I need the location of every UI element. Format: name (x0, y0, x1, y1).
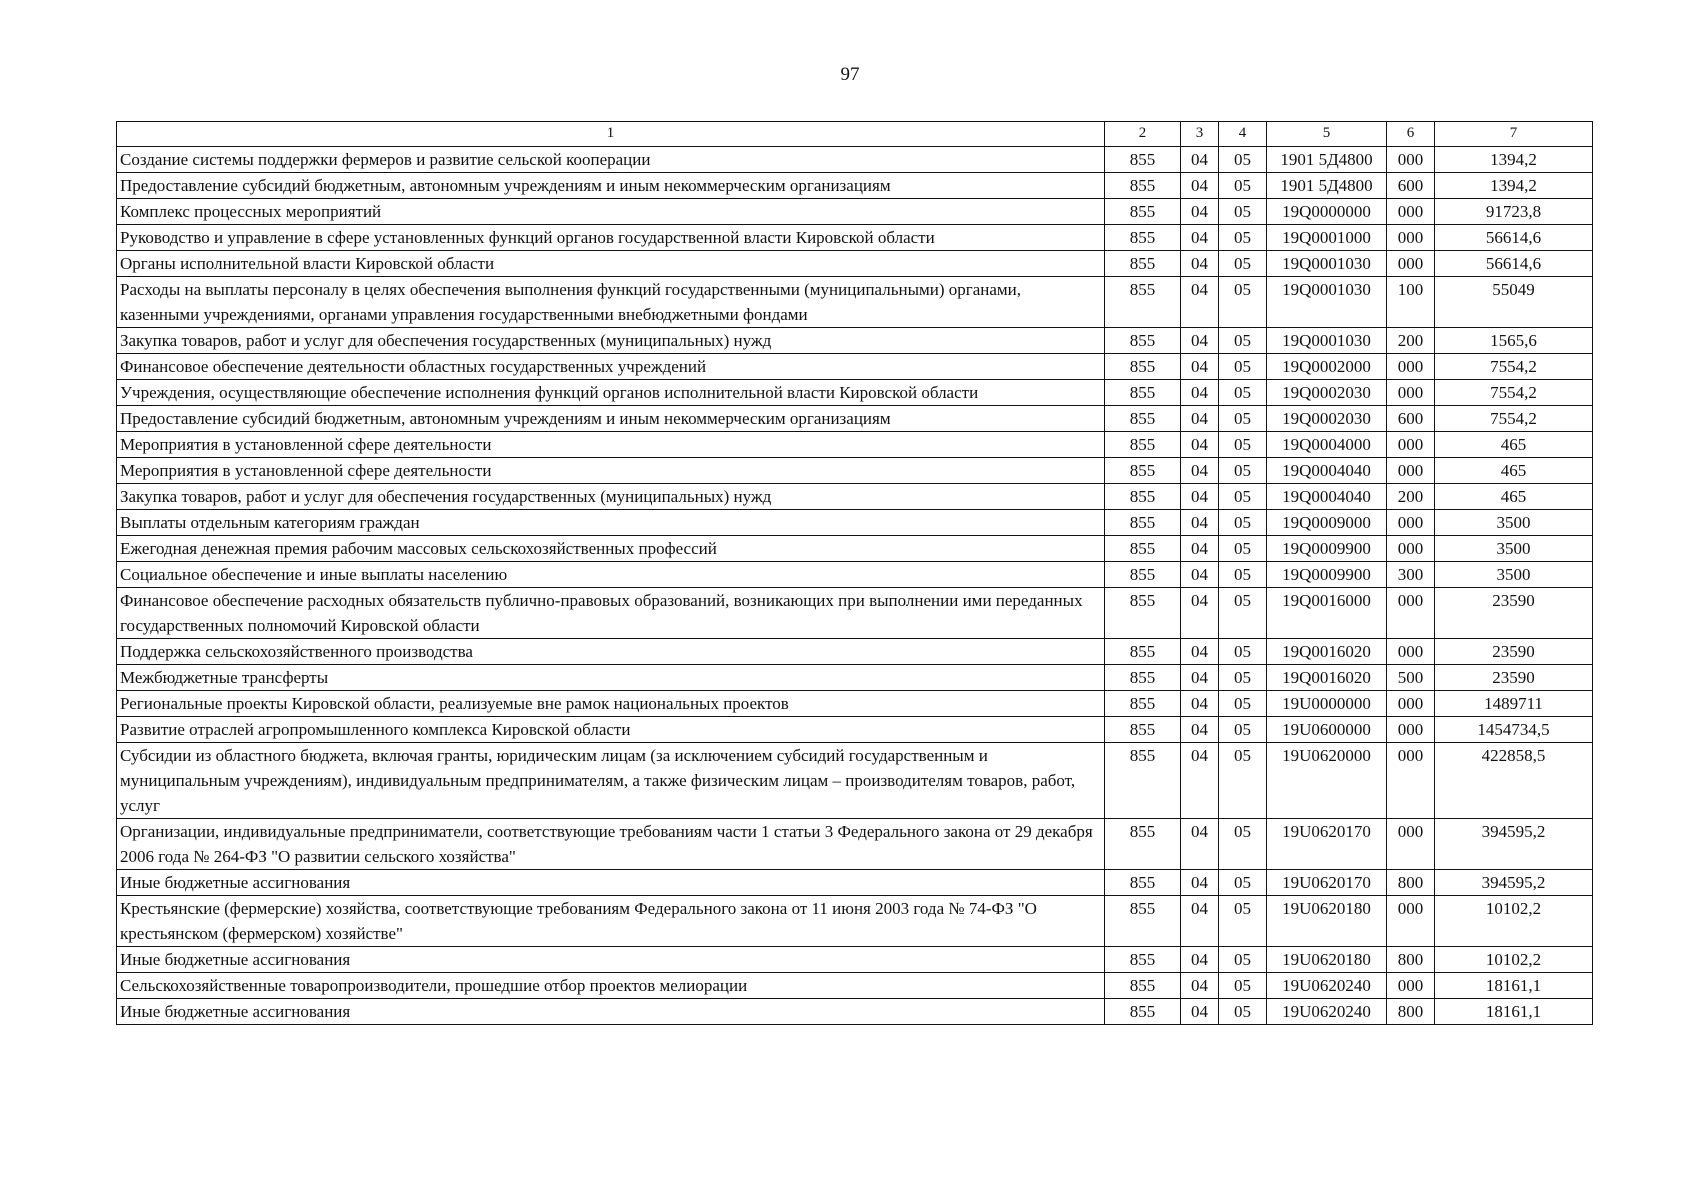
row-name-cell: Иные бюджетные ассигнования (117, 999, 1105, 1025)
row-ministry-code-cell: 855 (1105, 251, 1181, 277)
table-row (117, 510, 1593, 536)
row-section-code-cell: 04 (1181, 406, 1219, 432)
row-amount-cell: 7554,2 (1435, 354, 1593, 380)
row-subsection-code-cell: 05 (1219, 458, 1267, 484)
row-amount-cell: 1394,2 (1435, 173, 1593, 199)
table-row (117, 717, 1593, 743)
row-amount-cell: 465 (1435, 484, 1593, 510)
row-expense-type-cell: 000 (1387, 743, 1435, 819)
row-section-code-cell: 04 (1181, 973, 1219, 999)
table-header-row (117, 122, 1593, 147)
row-ministry-code-cell: 855 (1105, 588, 1181, 639)
row-ministry-code-cell: 855 (1105, 225, 1181, 251)
row-ministry-code-cell: 855 (1105, 819, 1181, 870)
row-subsection-code-cell: 05 (1219, 406, 1267, 432)
row-name-cell: Субсидии из областного бюджета, включая гранты, юридическим лицам (за исключением субсидий государственным и муниципальным учреждениям), индивидуальным предпринимателям, а также физическим лицам – производителям товаров, работ, услуг (117, 743, 1105, 819)
table-row (117, 277, 1593, 328)
table-row (117, 251, 1593, 277)
row-ministry-code-cell: 855 (1105, 484, 1181, 510)
row-subsection-code-cell: 05 (1219, 717, 1267, 743)
row-section-code-cell: 04 (1181, 896, 1219, 947)
column-header-1: 1 (117, 122, 1105, 147)
row-subsection-code-cell: 05 (1219, 588, 1267, 639)
row-name-cell: Выплаты отдельным категориям граждан (117, 510, 1105, 536)
row-amount-cell: 394595,2 (1435, 819, 1593, 870)
budget-table (116, 121, 1593, 1025)
row-ministry-code-cell: 855 (1105, 947, 1181, 973)
row-ministry-code-cell: 855 (1105, 691, 1181, 717)
row-amount-cell: 18161,1 (1435, 973, 1593, 999)
table-row (117, 973, 1593, 999)
row-section-code-cell: 04 (1181, 717, 1219, 743)
row-ministry-code-cell: 855 (1105, 665, 1181, 691)
table-row (117, 691, 1593, 717)
row-ministry-code-cell: 855 (1105, 328, 1181, 354)
column-header-2: 2 (1105, 122, 1181, 147)
row-amount-cell: 23590 (1435, 665, 1593, 691)
row-target-article-cell: 19U0620180 (1267, 896, 1387, 947)
row-section-code-cell: 04 (1181, 819, 1219, 870)
row-section-code-cell: 04 (1181, 354, 1219, 380)
column-header-4: 4 (1219, 122, 1267, 147)
row-section-code-cell: 04 (1181, 743, 1219, 819)
row-expense-type-cell: 100 (1387, 277, 1435, 328)
row-section-code-cell: 04 (1181, 588, 1219, 639)
row-target-article-cell: 19Q0001030 (1267, 251, 1387, 277)
row-expense-type-cell: 200 (1387, 484, 1435, 510)
row-subsection-code-cell: 05 (1219, 199, 1267, 225)
row-ministry-code-cell: 855 (1105, 173, 1181, 199)
row-expense-type-cell: 000 (1387, 432, 1435, 458)
row-name-cell: Иные бюджетные ассигнования (117, 947, 1105, 973)
row-ministry-code-cell: 855 (1105, 536, 1181, 562)
row-expense-type-cell: 000 (1387, 717, 1435, 743)
row-ministry-code-cell: 855 (1105, 896, 1181, 947)
row-name-cell: Организации, индивидуальные предприниматели, соответствующие требованиям части 1 статьи 3 Федерального закона от 29 декабря 2006 года № 264-ФЗ "О развитии сельского хозяйства" (117, 819, 1105, 870)
row-ministry-code-cell: 855 (1105, 199, 1181, 225)
table-row (117, 999, 1593, 1025)
table-row (117, 458, 1593, 484)
row-amount-cell: 23590 (1435, 639, 1593, 665)
row-target-article-cell: 19Q0000000 (1267, 199, 1387, 225)
table-row (117, 896, 1593, 947)
row-amount-cell: 56614,6 (1435, 225, 1593, 251)
row-amount-cell: 18161,1 (1435, 999, 1593, 1025)
table-row (117, 947, 1593, 973)
row-expense-type-cell: 600 (1387, 406, 1435, 432)
row-expense-type-cell: 800 (1387, 999, 1435, 1025)
row-amount-cell: 465 (1435, 458, 1593, 484)
row-amount-cell: 394595,2 (1435, 870, 1593, 896)
row-expense-type-cell: 000 (1387, 896, 1435, 947)
row-section-code-cell: 04 (1181, 328, 1219, 354)
row-amount-cell: 1565,6 (1435, 328, 1593, 354)
row-subsection-code-cell: 05 (1219, 510, 1267, 536)
row-target-article-cell: 19U0620240 (1267, 999, 1387, 1025)
row-target-article-cell: 19U0620000 (1267, 743, 1387, 819)
row-ministry-code-cell: 855 (1105, 999, 1181, 1025)
row-name-cell: Ежегодная денежная премия рабочим массовых сельскохозяйственных профессий (117, 536, 1105, 562)
table-row (117, 380, 1593, 406)
row-subsection-code-cell: 05 (1219, 743, 1267, 819)
row-target-article-cell: 19Q0001030 (1267, 277, 1387, 328)
row-target-article-cell: 19Q0004000 (1267, 432, 1387, 458)
row-target-article-cell: 19Q0001000 (1267, 225, 1387, 251)
row-expense-type-cell: 000 (1387, 510, 1435, 536)
row-ministry-code-cell: 855 (1105, 380, 1181, 406)
row-amount-cell: 10102,2 (1435, 947, 1593, 973)
table-row (117, 199, 1593, 225)
table-row (117, 328, 1593, 354)
row-target-article-cell: 19U0000000 (1267, 691, 1387, 717)
row-section-code-cell: 04 (1181, 251, 1219, 277)
row-ministry-code-cell: 855 (1105, 354, 1181, 380)
row-target-article-cell: 1901 5Д4800 (1267, 173, 1387, 199)
row-name-cell: Поддержка сельскохозяйственного производства (117, 639, 1105, 665)
row-section-code-cell: 04 (1181, 380, 1219, 406)
row-name-cell: Сельскохозяйственные товаропроизводители, прошедшие отбор проектов мелиорации (117, 973, 1105, 999)
row-target-article-cell: 19U0620170 (1267, 819, 1387, 870)
row-expense-type-cell: 800 (1387, 870, 1435, 896)
row-amount-cell: 7554,2 (1435, 380, 1593, 406)
row-expense-type-cell: 000 (1387, 251, 1435, 277)
row-target-article-cell: 1901 5Д4800 (1267, 147, 1387, 173)
row-amount-cell: 1489711 (1435, 691, 1593, 717)
row-ministry-code-cell: 855 (1105, 562, 1181, 588)
row-name-cell: Учреждения, осуществляющие обеспечение исполнения функций органов исполнительной власти Кировской области (117, 380, 1105, 406)
table-row (117, 562, 1593, 588)
row-ministry-code-cell: 855 (1105, 510, 1181, 536)
row-section-code-cell: 04 (1181, 562, 1219, 588)
row-subsection-code-cell: 05 (1219, 870, 1267, 896)
row-amount-cell: 422858,5 (1435, 743, 1593, 819)
row-section-code-cell: 04 (1181, 484, 1219, 510)
row-subsection-code-cell: 05 (1219, 277, 1267, 328)
row-subsection-code-cell: 05 (1219, 251, 1267, 277)
column-header-3: 3 (1181, 122, 1219, 147)
row-expense-type-cell: 000 (1387, 147, 1435, 173)
table-row (117, 536, 1593, 562)
row-section-code-cell: 04 (1181, 947, 1219, 973)
row-amount-cell: 10102,2 (1435, 896, 1593, 947)
row-section-code-cell: 04 (1181, 691, 1219, 717)
row-target-article-cell: 19Q0002000 (1267, 354, 1387, 380)
row-section-code-cell: 04 (1181, 458, 1219, 484)
row-target-article-cell: 19U0620170 (1267, 870, 1387, 896)
row-expense-type-cell: 000 (1387, 458, 1435, 484)
row-ministry-code-cell: 855 (1105, 639, 1181, 665)
row-name-cell: Крестьянские (фермерские) хозяйства, соответствующие требованиям Федерального закона от 11 июня 2003 года № 74-ФЗ "О крестьянском (фермерском) хозяйстве" (117, 896, 1105, 947)
table-row (117, 225, 1593, 251)
row-subsection-code-cell: 05 (1219, 225, 1267, 251)
row-subsection-code-cell: 05 (1219, 484, 1267, 510)
row-section-code-cell: 04 (1181, 432, 1219, 458)
row-target-article-cell: 19Q0004040 (1267, 484, 1387, 510)
row-subsection-code-cell: 05 (1219, 432, 1267, 458)
row-expense-type-cell: 500 (1387, 665, 1435, 691)
row-ministry-code-cell: 855 (1105, 277, 1181, 328)
row-subsection-code-cell: 05 (1219, 562, 1267, 588)
row-section-code-cell: 04 (1181, 277, 1219, 328)
row-ministry-code-cell: 855 (1105, 973, 1181, 999)
row-section-code-cell: 04 (1181, 510, 1219, 536)
row-target-article-cell: 19Q0016020 (1267, 665, 1387, 691)
column-header-7: 7 (1435, 122, 1593, 147)
row-subsection-code-cell: 05 (1219, 354, 1267, 380)
row-target-article-cell: 19Q0002030 (1267, 406, 1387, 432)
row-amount-cell: 1454734,5 (1435, 717, 1593, 743)
row-section-code-cell: 04 (1181, 665, 1219, 691)
table-row (117, 639, 1593, 665)
row-name-cell: Органы исполнительной власти Кировской области (117, 251, 1105, 277)
row-ministry-code-cell: 855 (1105, 717, 1181, 743)
row-name-cell: Финансовое обеспечение деятельности областных государственных учреждений (117, 354, 1105, 380)
row-expense-type-cell: 000 (1387, 380, 1435, 406)
row-section-code-cell: 04 (1181, 173, 1219, 199)
table-row (117, 354, 1593, 380)
row-name-cell: Мероприятия в установленной сфере деятельности (117, 458, 1105, 484)
row-expense-type-cell: 300 (1387, 562, 1435, 588)
row-expense-type-cell: 000 (1387, 973, 1435, 999)
row-expense-type-cell: 000 (1387, 639, 1435, 665)
row-name-cell: Предоставление субсидий бюджетным, автономным учреждениям и иным некоммерческим организациям (117, 173, 1105, 199)
row-amount-cell: 23590 (1435, 588, 1593, 639)
row-target-article-cell: 19U0620180 (1267, 947, 1387, 973)
row-section-code-cell: 04 (1181, 199, 1219, 225)
table-row (117, 870, 1593, 896)
row-name-cell: Региональные проекты Кировской области, реализуемые вне рамок национальных проектов (117, 691, 1105, 717)
row-subsection-code-cell: 05 (1219, 665, 1267, 691)
row-ministry-code-cell: 855 (1105, 743, 1181, 819)
page-number: 97 (840, 64, 860, 85)
row-name-cell: Закупка товаров, работ и услуг для обеспечения государственных (муниципальных) нужд (117, 328, 1105, 354)
row-subsection-code-cell: 05 (1219, 147, 1267, 173)
table-row (117, 665, 1593, 691)
row-target-article-cell: 19Q0009900 (1267, 562, 1387, 588)
row-subsection-code-cell: 05 (1219, 173, 1267, 199)
row-target-article-cell: 19U0600000 (1267, 717, 1387, 743)
row-section-code-cell: 04 (1181, 639, 1219, 665)
row-target-article-cell: 19Q0009900 (1267, 536, 1387, 562)
row-subsection-code-cell: 05 (1219, 999, 1267, 1025)
row-subsection-code-cell: 05 (1219, 819, 1267, 870)
row-amount-cell: 3500 (1435, 536, 1593, 562)
budget-table-body (117, 122, 1593, 1025)
table-row (117, 588, 1593, 639)
table-row (117, 432, 1593, 458)
row-expense-type-cell: 200 (1387, 328, 1435, 354)
row-amount-cell: 56614,6 (1435, 251, 1593, 277)
row-name-cell: Мероприятия в установленной сфере деятельности (117, 432, 1105, 458)
table-row (117, 819, 1593, 870)
table-row (117, 147, 1593, 173)
row-expense-type-cell: 000 (1387, 588, 1435, 639)
row-section-code-cell: 04 (1181, 536, 1219, 562)
row-name-cell: Иные бюджетные ассигнования (117, 870, 1105, 896)
row-ministry-code-cell: 855 (1105, 458, 1181, 484)
column-header-6: 6 (1387, 122, 1435, 147)
row-name-cell: Межбюджетные трансферты (117, 665, 1105, 691)
row-target-article-cell: 19Q0016000 (1267, 588, 1387, 639)
row-expense-type-cell: 000 (1387, 691, 1435, 717)
row-subsection-code-cell: 05 (1219, 536, 1267, 562)
row-expense-type-cell: 000 (1387, 225, 1435, 251)
row-expense-type-cell: 600 (1387, 173, 1435, 199)
row-amount-cell: 91723,8 (1435, 199, 1593, 225)
table-row (117, 484, 1593, 510)
row-subsection-code-cell: 05 (1219, 947, 1267, 973)
row-subsection-code-cell: 05 (1219, 328, 1267, 354)
row-target-article-cell: 19Q0016020 (1267, 639, 1387, 665)
row-ministry-code-cell: 855 (1105, 432, 1181, 458)
row-ministry-code-cell: 855 (1105, 147, 1181, 173)
row-expense-type-cell: 000 (1387, 819, 1435, 870)
row-name-cell: Руководство и управление в сфере установленных функций органов государственной власти Кировской области (117, 225, 1105, 251)
row-expense-type-cell: 000 (1387, 199, 1435, 225)
row-name-cell: Развитие отраслей агропромышленного комплекса Кировской области (117, 717, 1105, 743)
row-name-cell: Комплекс процессных мероприятий (117, 199, 1105, 225)
row-amount-cell: 1394,2 (1435, 147, 1593, 173)
row-ministry-code-cell: 855 (1105, 406, 1181, 432)
table-row (117, 743, 1593, 819)
row-subsection-code-cell: 05 (1219, 896, 1267, 947)
column-header-5: 5 (1267, 122, 1387, 147)
row-amount-cell: 3500 (1435, 510, 1593, 536)
row-target-article-cell: 19Q0001030 (1267, 328, 1387, 354)
row-target-article-cell: 19U0620240 (1267, 973, 1387, 999)
table-row (117, 173, 1593, 199)
row-name-cell: Социальное обеспечение и иные выплаты населению (117, 562, 1105, 588)
row-expense-type-cell: 000 (1387, 354, 1435, 380)
row-name-cell: Финансовое обеспечение расходных обязательств публично-правовых образований, возникающих при выполнении ими переданных государственных полномочий Кировской области (117, 588, 1105, 639)
row-name-cell: Предоставление субсидий бюджетным, автономным учреждениям и иным некоммерческим организациям (117, 406, 1105, 432)
row-amount-cell: 55049 (1435, 277, 1593, 328)
row-subsection-code-cell: 05 (1219, 380, 1267, 406)
table-row (117, 406, 1593, 432)
row-amount-cell: 465 (1435, 432, 1593, 458)
row-name-cell: Расходы на выплаты персоналу в целях обеспечения выполнения функций государственными (муниципальными) органами, казенными учреждениями, органами управления государственными внебюджетными фондами (117, 277, 1105, 328)
row-section-code-cell: 04 (1181, 225, 1219, 251)
row-expense-type-cell: 800 (1387, 947, 1435, 973)
row-ministry-code-cell: 855 (1105, 870, 1181, 896)
row-name-cell: Создание системы поддержки фермеров и развитие сельской кооперации (117, 147, 1105, 173)
row-subsection-code-cell: 05 (1219, 691, 1267, 717)
row-amount-cell: 7554,2 (1435, 406, 1593, 432)
row-name-cell: Закупка товаров, работ и услуг для обеспечения государственных (муниципальных) нужд (117, 484, 1105, 510)
row-target-article-cell: 19Q0004040 (1267, 458, 1387, 484)
row-subsection-code-cell: 05 (1219, 973, 1267, 999)
row-section-code-cell: 04 (1181, 999, 1219, 1025)
row-amount-cell: 3500 (1435, 562, 1593, 588)
row-subsection-code-cell: 05 (1219, 639, 1267, 665)
row-section-code-cell: 04 (1181, 870, 1219, 896)
row-target-article-cell: 19Q0009000 (1267, 510, 1387, 536)
row-section-code-cell: 04 (1181, 147, 1219, 173)
row-target-article-cell: 19Q0002030 (1267, 380, 1387, 406)
row-expense-type-cell: 000 (1387, 536, 1435, 562)
